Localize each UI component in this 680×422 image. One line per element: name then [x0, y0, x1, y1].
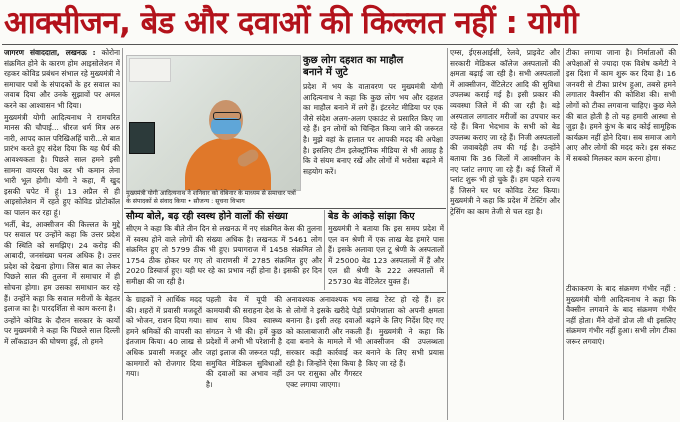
box-2-title: सौम्य बोले, बढ़ रही स्वस्थ होने वालों की संख्या — [126, 211, 288, 222]
column-divider-2 — [447, 48, 448, 420]
photo-person-mask — [211, 118, 241, 134]
bottom-column-1: के ग्राहकों ने आर्थिक मदद की। शहरों में प्रवासी मजदूरों को भोजन, राशन दिया गया। हमने श्रमिकों की वापसी का इंतजाम किया। 40 लाख से अधिक प्रवासी मजदूर और कामगारों को रोजगार दिया गया। — [126, 295, 202, 379]
dateline: जागरण संवाददाता, लखनऊ : — [4, 48, 96, 57]
column-5: एम्स, ईएसआईसी, रेलवे, प्राइवेट और सरकारी मेडिकल कॉलेज अस्पतालों की क्षमता बढ़ाई जा रही है। सभी अस्पतालों में आक्सीजन, वेंटिलेटर आदि की सुविधा उपलब्ध कराई गई है। इसी प्रकार की व्यवस्था जिले में की जा रही है। बड़े अस्पताल लगातार मरीजों का उपचार कर रहे हैं। बिना भेदभाव के सभी को बेड उपलब्ध कराए जा रहे हैं। निजी अस्पतालों की जवाबदेही तय की गई है। उन्होंने बताया कि 36 जिलों में आक्सीजन के नए प्लांट लगाए जा रहे हैं। कई जिलों में प्लांट शुरू भी हो चुके हैं। हम पहले राज्य हैं जिसने घर घर कोविड टेस्ट किया। मुख्यमंत्री ने कहा कि प्रदेश में टेस्टिंग और ट्रेसिंग का काम तेजी से चल रहा है। — [450, 48, 560, 216]
column-1-para-2: मुख्यमंत्री योगी आदित्यनाथ ने रामचरित मानस की चौपाई... धीरज धर्म मित्र अरु नारी, आपद काल परिखिअहिं चारी...से बात प्रारंभ करते हुए संदेश दिया कि यह धैर्य की आवश्यकता है। पिछले साल हमने इसी सामना वायरस पेश कर भी कमान लेना भारी भूल होगी। योगी ने कहा, मैं खुद इसकी चपेट में हूं। 13 अप्रैल से ही आइसोलेशन में रहते हुए कोविड प्रोटोकॉल का पालन कर रहा हूं। — [4, 112, 120, 217]
column-1-para-1 — [4, 48, 120, 112]
bottom-column-4: लाख टेस्ट हो रहे हैं। हर प्रयोगशाला को अपनी क्षमता बढ़ाने के लिए निर्देश दिए गए हैं। मुख्यमंत्री ने कहा कि आक्सीजन की उपलब्धता बनाने के लिए सभी प्रयास किए जा रहे हैं। — [366, 295, 444, 368]
inset-heading-line-1: कुछ लोग दहशत का माहौल — [303, 55, 404, 66]
inset-heading-line-2: बनाने में जुटे — [303, 67, 348, 78]
boxes-bottom-rule — [124, 292, 446, 293]
box-divider — [324, 210, 325, 290]
photo-caption: मुख्यमंत्री योगी आदित्यनाथ ने शनिवार को वेबिनार के माध्यम से समाचार पत्रों के संपादकों से संवाद किया • सौजन्य : सूचना विभाग — [126, 190, 296, 205]
inset-body: प्रदेश में भय के वातावरण पर मुख्यमंत्री योगी आदित्यनाथ ने कहा कि कुछ लोग भय और दहशत का माहौल बनाने में लगे हैं। इंटरनेट मीडिया पर एक जैसे संदेश अलग-अलग एकाउंट से प्रसारित किए जा रहे हैं। इन लोगों को चिन्हित किया जाने की जरूरत है। मुझे वहां के हालात पर आपकी मदद की अपेक्षा है। इसलिए टीम इलेक्ट्रॉनिक मीडिया से भी आग्रह है कि वे संयम बनाए रखें और लोगों में भरोसा बढ़ाने में सहयोग करें। — [303, 82, 443, 176]
headline-rule — [2, 44, 678, 45]
box-3-body: मुख्यमंत्री ने बताया कि इस समय प्रदेश में एल वन श्रेणी में एक लाख बेड हमारे पास हैं। इसके अलावा एल टू श्रेणी के अस्पतालों में 25000 बेड 123 अस्पतालों में हैं और एल थ्री श्रेणी के 222 अस्पतालों में 25730 बेड वेंटिलेटर युक्त हैं। — [328, 224, 444, 286]
inset-bottom-rule — [124, 208, 446, 209]
column-1-para-4: उन्होंने कोविड के दौरान सरकार के कार्यों पर मुख्यमंत्री ने कहा कि पिछले साल दिल्ली में लॉकडाउन की घोषणा हुई, तो हमने — [4, 315, 120, 347]
column-1-para-3: भर्ती, बेड, आक्सीजन की किल्लत के मुद्दे पर सवाल पर उन्होंने कहा कि उत्तर प्रदेश की स्थिति को समझिए। 24 करोड़ की आबादी, जनसंख्या घनत्व अधिक है। उत्तर प्रदेश को देखना होगा। जिस बात का लेकर पिछले साल की तुलना में समाचार में ही सोचना होगा। हम उसका समाधान कर रहे हैं। उन्होंने कहा कि सवाल मरीजों के बेहतर इलाज का है। पारदर्शिता से काम करना है। — [4, 219, 120, 314]
column-divider-3 — [563, 48, 564, 420]
column-divider — [122, 48, 123, 420]
column-6-b: टीकाकरण के बाद संक्रमण गंभीर नहीं : मुख्यमंत्री योगी आदित्यनाथ ने कहा कि वैक्सीन लगवाने के बाद संक्रमण गंभीर नहीं होता। मैंने दोनों डोज ली थी इसलिए संक्रमण गंभीर नहीं हुआ। सभी लोग टीका जरूर लगवाएं। — [566, 284, 676, 346]
bottom-column-3: अनावश्यक अनावश्यक भय से लोगों ने इसके खरीदे पेड़ों बनाना है। इसी तरह दवाओं को कालाबाजारी और नकली दवा बनाने के मामले में भी सरकार कड़ी कार्रवाई कर रही है। जिन्होंने ऐसा किया है उन पर रासुका और गैंगस्टर एक्ट लगाया जाएगा। — [286, 295, 362, 389]
column-1 — [4, 48, 120, 420]
column-1-text-1: कोरोना संक्रमित होने के कारण होम आइसोलेशन में रहकर कोविड प्रबंधन संभाल रहे मुख्यमंत्री ने समाचार पत्रों के संपादकों के हर सवाल का जवाब दिया और उनके सुझावों पर अमल करने का आश्वासन भी दिया। — [4, 48, 120, 110]
photo-person-glasses — [213, 112, 241, 120]
headline: आक्सीजन, बेड और दवाओं की किल्लत नहीं : योगी — [4, 5, 579, 41]
photo-wall-card — [129, 58, 171, 82]
box-3-title: बेड के आंकड़े सांझा किए — [328, 211, 415, 222]
bottom-column-2: पहली वेव में यूपी की कामयाबी की सराहना देश के साथ साथ विश्व स्वास्थ्य संगठन ने भी की। हमें कुछ प्रदेशों में अभी भी परेशानी है जहां इलाज की जरूरत पड़ी, समुचित मेडिकल सुविधाओं की दवाओं का अभाव नहीं है। — [206, 295, 282, 389]
inset-heading — [303, 55, 443, 79]
box-2-body: सीएम ने कहा कि बीते तीन दिन से लखनऊ में नए संक्रमित केस की तुलना में स्वस्थ होने वाले लोगों की संख्या अधिक है। लखनऊ में 5461 लोग संक्रमित हुए तो 5799 ठीक भी हुए। प्रयागराज में 1458 संक्रमित तो 1754 ठीक होकर घर गए तो वाराणसी में 2785 संक्रमित हुए और 2020 डिस्चार्ज हुए। यही घर रहे का प्रभाव नहीं होना है। इसकी हर दिन समीक्षा की जा रही है। — [126, 224, 322, 286]
column-6: टीका लगाया जाना है। निर्माताओं की अपेक्षाओं से ज्यादा एक विशेष कमेटी ने इस दिशा में काम शुरू कर दिया है। 16 जनवरी से टीका प्रारंभ हुआ, तबसे हमने लगातार वैक्सीन की कोशिश की। सभी लोगों को टीका लगवाना चाहिए। कुछ मेले की बात होती है तो यह हमारी आस्था से जुड़ा है। हमने कुंभ के बाद कोई सामूहिक कार्यक्रम नहीं होने दिया। सब समाज आगे आए और लोगों की मदद करे। इस संकट में सबको मिलकर काम करना होगा। — [566, 48, 676, 163]
photo-person-body — [185, 138, 271, 191]
photo-monitor — [129, 122, 155, 154]
news-photo — [126, 55, 301, 191]
